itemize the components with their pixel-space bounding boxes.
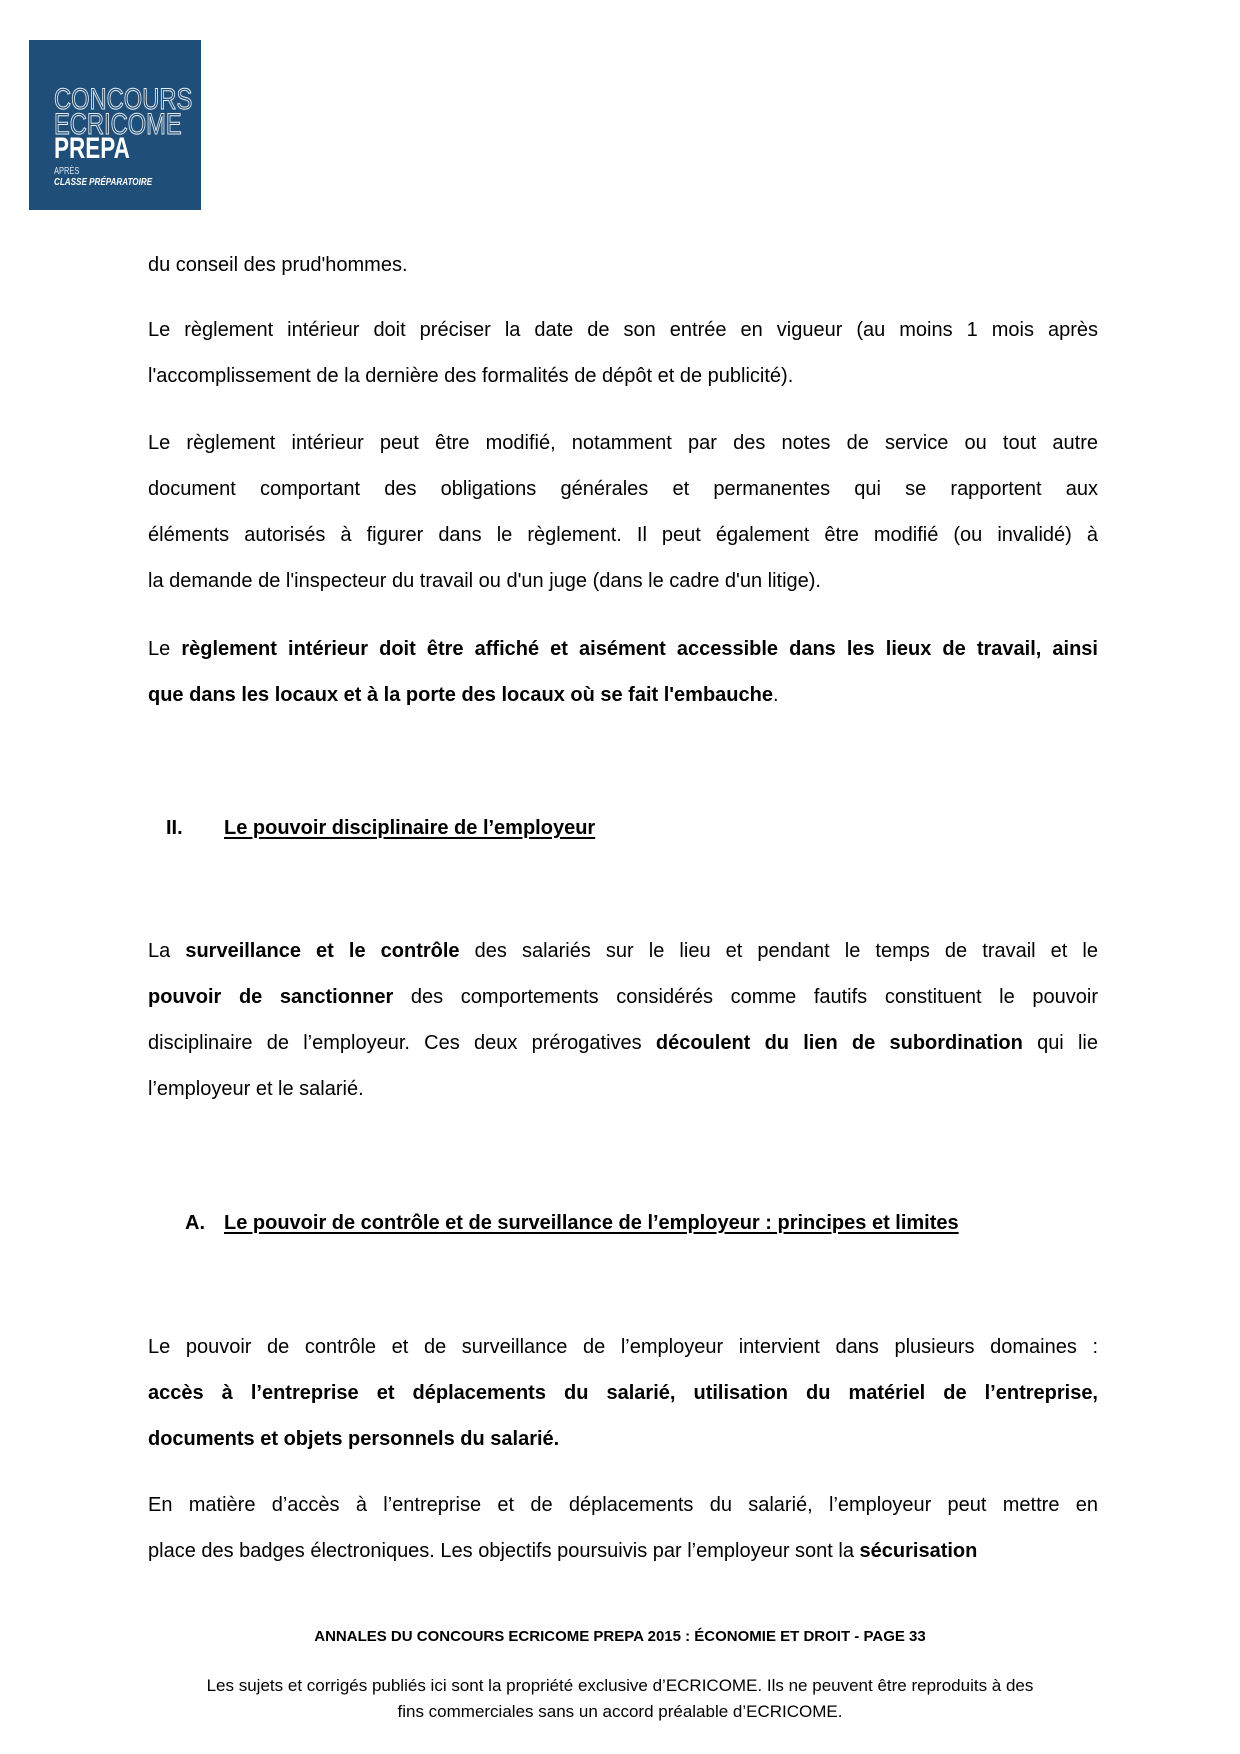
paragraph-entree-en-vigueur bbox=[148, 307, 1098, 399]
footer-notice-line: Les sujets et corrigés publiés ici sont la propriété exclusive d’ECRICOME. Ils ne peuvent être reproduits à des bbox=[206, 1676, 1034, 1695]
section-title: Le pouvoir disciplinaire de l’employeur bbox=[224, 817, 596, 839]
text-run: . bbox=[772, 684, 779, 706]
text-run: qui lie bbox=[1022, 1032, 1098, 1054]
text-line bbox=[148, 1482, 1098, 1528]
text-line bbox=[148, 1370, 1098, 1416]
paragraph-modification bbox=[148, 420, 1098, 604]
text-line bbox=[148, 353, 1098, 399]
text-line bbox=[148, 242, 1098, 288]
section-heading-a bbox=[0, 1200, 1240, 1246]
text-run: document comportant des obligations générales et permanentes qui se rapportent aux bbox=[148, 478, 1098, 500]
text-line bbox=[148, 512, 1098, 558]
text-run: place des badges électroniques. Les objectifs poursuivis par l’employeur sont la bbox=[148, 1540, 860, 1562]
text-run: éléments autorisés à figurer dans le règlement. Il peut également être modifié (ou invalidé) à bbox=[148, 524, 1098, 546]
text-run: En matière d’accès à l’entreprise et de déplacements du salarié, l’employeur peut mettre en bbox=[148, 1494, 1098, 1516]
bold-text-run: accès à l’entreprise et déplacements du salarié, utilisation du matériel de l’entreprise, bbox=[148, 1382, 1098, 1404]
section-number: A. bbox=[185, 1212, 205, 1234]
bold-text-run: règlement intérieur doit être affiché et aisément accessible dans les lieux de travail, ainsi bbox=[181, 638, 1098, 660]
text-line bbox=[148, 1020, 1098, 1066]
text-run: des comportements considérés comme fautifs constituent le pouvoir bbox=[393, 986, 1098, 1008]
logo-text-ecricome: ECRICOME bbox=[54, 108, 182, 141]
text-line bbox=[148, 558, 1098, 604]
logo-text-concours: CONCOURS bbox=[54, 83, 193, 116]
bold-text-run: découlent du lien de subordination bbox=[655, 1032, 1023, 1054]
text-line bbox=[148, 1066, 1098, 1112]
text-run: disciplinaire de l’employeur. Ces deux prérogatives bbox=[148, 1032, 656, 1054]
paragraph-affichage bbox=[148, 626, 1098, 718]
section-heading-ii bbox=[0, 805, 1240, 851]
text-line bbox=[148, 928, 1098, 974]
text-run: Le bbox=[148, 638, 182, 660]
text-run: l’employeur et le salarié. bbox=[148, 1078, 364, 1100]
text-run: des salariés sur le lieu et pendant le temps de travail et le bbox=[459, 940, 1099, 962]
text-line bbox=[148, 466, 1098, 512]
ecricome-logo bbox=[29, 40, 201, 210]
section-number: II. bbox=[166, 817, 183, 839]
text-line bbox=[148, 672, 1098, 718]
paragraph-pouvoir-disciplinaire bbox=[148, 928, 1098, 1112]
section-title: Le pouvoir de contrôle et de surveillance de l’employeur : principes et limites bbox=[224, 1212, 959, 1234]
text-run: la demande de l'inspecteur du travail ou d'un juge (dans le cadre d'un litige). bbox=[148, 570, 821, 592]
paragraph-prudhommes bbox=[148, 242, 1098, 288]
text-line bbox=[148, 1416, 1098, 1462]
text-line bbox=[148, 626, 1098, 672]
logo-text-classe-preparatoire: CLASSE PRÉPARATOIRE bbox=[54, 177, 153, 188]
text-run: du conseil des prud'hommes. bbox=[148, 254, 408, 276]
logo-text-apres: APRÈS bbox=[54, 166, 80, 177]
text-run: Le règlement intérieur peut être modifié, notamment par des notes de service ou tout autre bbox=[148, 432, 1098, 454]
text-line bbox=[148, 307, 1098, 353]
text-line bbox=[148, 420, 1098, 466]
paragraph-badges bbox=[148, 1482, 1098, 1574]
bold-text-run: pouvoir de sanctionner bbox=[148, 986, 394, 1008]
bold-text-run: documents et objets personnels du salarié. bbox=[148, 1428, 560, 1450]
text-run: l'accomplissement de la dernière des formalités de dépôt et de publicité). bbox=[148, 365, 794, 387]
text-line bbox=[148, 974, 1098, 1020]
footer-notice-line: fins commerciales sans un accord préalable d’ECRICOME. bbox=[397, 1702, 843, 1721]
footer-title: ANNALES DU CONCOURS ECRICOME PREPA 2015 : ÉCONOMIE ET DROIT - PAGE 33 bbox=[314, 1628, 926, 1645]
footer-copyright-notice bbox=[0, 1673, 1240, 1725]
text-line bbox=[148, 1528, 1098, 1574]
text-run: Le règlement intérieur doit préciser la date de son entrée en vigueur (au moins 1 mois après bbox=[148, 319, 1098, 341]
paragraph-domaines-controle bbox=[148, 1324, 1098, 1462]
bold-text-run: sécurisation bbox=[859, 1540, 978, 1562]
text-run: Le pouvoir de contrôle et de surveillance de l’employeur intervient dans plusieurs domaines : bbox=[148, 1336, 1098, 1358]
bold-text-run: surveillance et le contrôle bbox=[185, 940, 460, 962]
text-line bbox=[148, 1324, 1098, 1370]
bold-text-run: que dans les locaux et à la porte des locaux où se fait l'embauche bbox=[148, 684, 773, 706]
text-run: La bbox=[148, 940, 186, 962]
logo-text-prepa: PREPA bbox=[54, 132, 130, 165]
